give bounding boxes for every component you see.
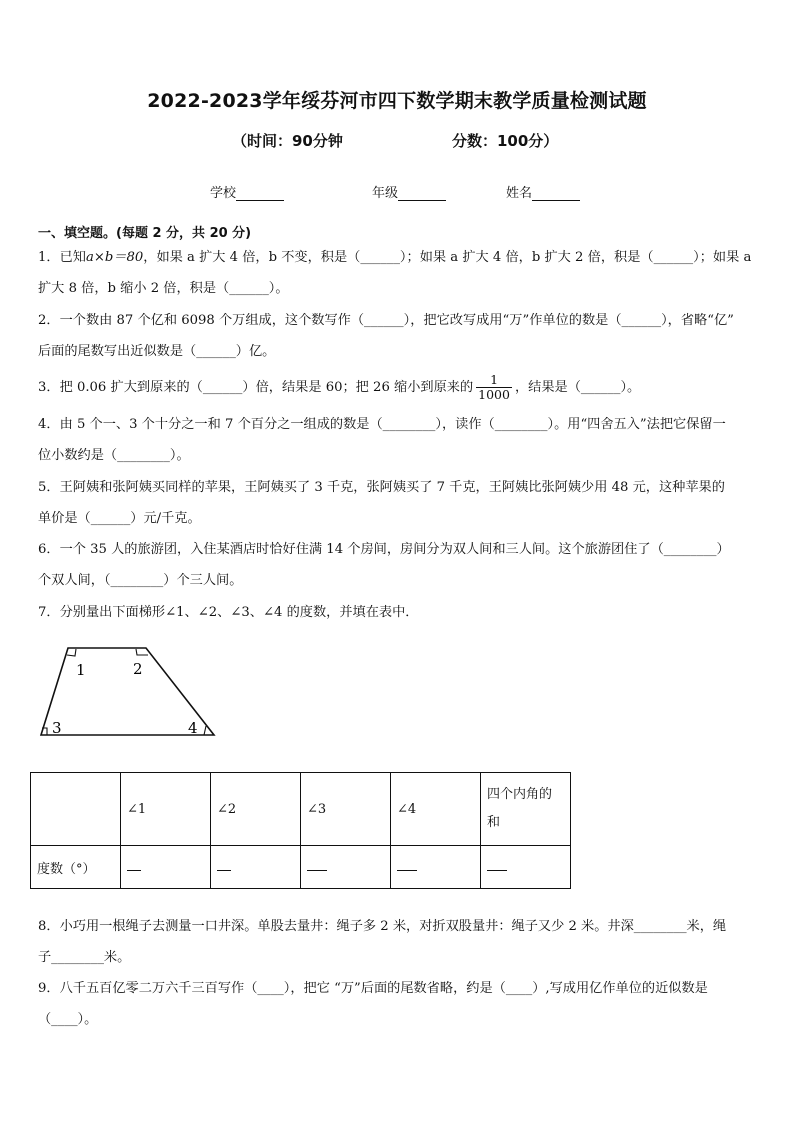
question-4-line2: 位小数约是（________）。 — [38, 448, 190, 463]
angle-2-mark — [136, 649, 148, 655]
question-7: 7．分别量出下面梯形∠1、∠2、∠3、∠4 的度数，并填在表中． — [38, 605, 419, 620]
section-heading: 一、填空题。(每题 2 分，共 20 分) — [38, 226, 252, 241]
question-4-line1: 4．由 5 个一、3 个十分之一和 7 个百分之一组成的数是（________），读作（________）。用“四舍五入”法把它保留一 — [38, 417, 726, 432]
angle-label-3: 3 — [52, 719, 62, 737]
q3-before: 3．把 0.06 扩大到原来的（______）倍，结果是 60；把 26 缩小到原来的 — [38, 380, 474, 395]
q3-fraction-numerator: 1 — [476, 373, 512, 388]
table-header-cell — [31, 773, 121, 846]
answer-cell-angle-2[interactable] — [211, 846, 301, 889]
question-8-line1: 8．小巧用一根绳子去测量一口井深。单股去量井：绳子多 2 米，对折双股量井：绳子又少 2 米。井深________米，绳 — [38, 919, 727, 934]
answer-cell-angle-3[interactable] — [301, 846, 391, 889]
name-field — [506, 182, 580, 201]
answer-cell-angle-4[interactable] — [391, 846, 481, 889]
angle-table — [30, 772, 571, 889]
question-6-line1: 6．一个 35 人的旅游团，入住某酒店时恰好住满 14 个房间，房间分为双人间和三人间。这个旅游团住了（________） — [38, 542, 730, 557]
q1-formula: a×b＝80 — [85, 250, 144, 265]
q3-fraction-denominator: 1000 — [478, 387, 510, 402]
table-header-cell: ∠2 — [211, 773, 301, 846]
table-header-row — [31, 773, 571, 846]
school-blank[interactable] — [236, 186, 284, 201]
question-2-line2: 后面的尾数写出近似数是（______）亿。 — [38, 344, 276, 359]
grade-field — [372, 182, 446, 201]
name-label: 姓名 — [506, 186, 533, 201]
page-title: 2022-2023学年绥芬河市四下数学期末教学质量检测试题 — [147, 90, 647, 112]
exam-time: （时间：90分钟 — [232, 132, 343, 150]
angle-label-2: 2 — [133, 660, 143, 678]
question-5-line2: 单价是（______）元/千克。 — [38, 511, 201, 526]
question-8-line2: 子________米。 — [38, 950, 131, 965]
question-1 — [38, 242, 758, 304]
angle-label-4: 4 — [188, 719, 198, 737]
angle-4-mark — [204, 726, 206, 735]
name-blank[interactable] — [532, 186, 580, 201]
exam-score: 分数：100分） — [452, 132, 559, 150]
table-header-cell: ∠4 — [391, 773, 481, 846]
question-9-line1: 9．八千五百亿零二万六千三百写作（____），把它 “万”后面的尾数省略，约是（____）,写成用亿作单位的近似数是 — [38, 981, 708, 996]
angle-1-mark — [67, 649, 76, 656]
school-field — [210, 182, 284, 201]
table-row — [31, 846, 571, 889]
answer-blank — [217, 866, 231, 871]
answer-blank — [307, 866, 327, 871]
table-header-cell: ∠3 — [301, 773, 391, 846]
q3-after: ，结果是（______）。 — [514, 380, 641, 395]
angle-label-1: 1 — [76, 661, 86, 679]
question-9-line2: （____）。 — [38, 1012, 98, 1027]
trapezoid-figure — [36, 642, 226, 742]
answer-blank — [397, 866, 417, 871]
school-label: 学校 — [210, 186, 237, 201]
grade-label: 年级 — [372, 186, 399, 201]
q1-rest: ，如果 a 扩大 4 倍，b 不变，积是（______）；如果 a 扩大 4 倍，b 扩大 2 倍，积是（______）；如果 a 扩大 8 倍，b 缩小 2 倍，积是（______）。 — [38, 250, 752, 296]
question-3 — [38, 372, 640, 403]
answer-blank — [487, 866, 507, 871]
answer-cell-sum[interactable] — [481, 846, 571, 889]
q3-fraction — [476, 373, 512, 402]
question-5-line1: 5．王阿姨和张阿姨买同样的苹果，王阿姨买了 3 千克，张阿姨买了 7 千克，王阿姨比张阿姨少用 48 元，这种苹果的 — [38, 480, 725, 495]
table-header-cell: ∠1 — [121, 773, 211, 846]
answer-cell-angle-1[interactable] — [121, 846, 211, 889]
answer-blank — [127, 866, 141, 871]
question-2-line1: 2．一个数由 87 个亿和 6098 个万组成，这个数写作（______），把它改写成用“万”作单位的数是（______），省略“亿” — [38, 313, 734, 328]
table-row-label: 度数（°） — [31, 846, 121, 889]
question-6-line2: 个双人间，（________）个三人间。 — [38, 573, 243, 588]
grade-blank[interactable] — [398, 186, 446, 201]
q1-prefix: 1．已知 — [38, 250, 86, 265]
table-header-cell: 四个内角的和 — [481, 773, 571, 846]
